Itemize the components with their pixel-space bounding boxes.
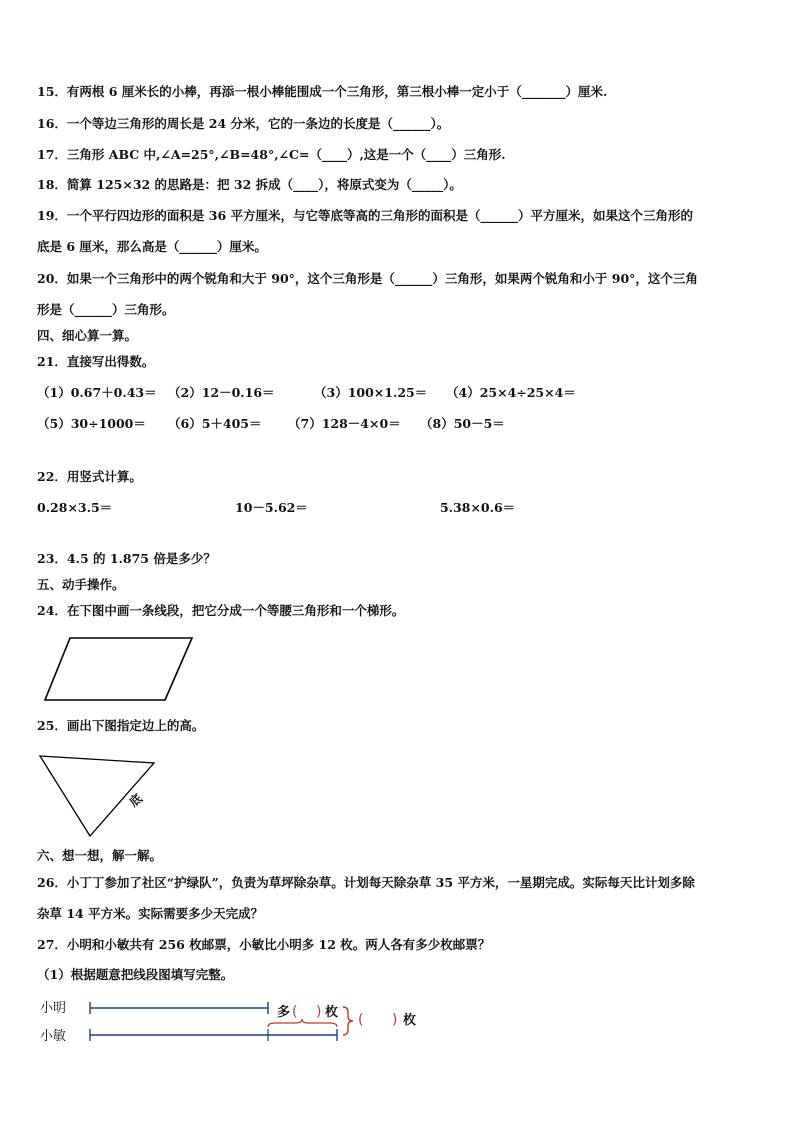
calc-item-8: （8）50－5＝: [420, 416, 505, 431]
question-16: 16．一个等边三角形的周长是 24 分米，它的一条边的长度是（______）。: [37, 116, 450, 131]
calc-item-1: （1）0.67＋0.43＝: [37, 385, 157, 400]
section-5-heading: 五、动手操作。: [37, 577, 125, 592]
vertical-calc-2: 10－5.62＝: [235, 500, 308, 515]
question-20-line2: 形是（______）三角形。: [37, 302, 175, 317]
calc-item-7: （7）128－4×0＝: [288, 416, 401, 431]
xiaoming-label: 小明: [40, 1001, 67, 1016]
calc-item-2: （2）12－0.16＝: [168, 385, 275, 400]
extra-paren-right: ): [316, 1004, 322, 1020]
question-27-part-1: （1）根据题意把线段图填写完整。: [37, 967, 234, 982]
total-brace: [343, 1007, 353, 1035]
xiaomin-label: 小敏: [40, 1029, 67, 1044]
question-22: 22．用竖式计算。: [37, 469, 142, 484]
question-17: 17．三角形 ABC 中,∠A=25°,∠B=48°,∠C=（____）,这是一个（____）三角形.: [37, 147, 506, 162]
vertical-calc-1: 0.28×3.5＝: [37, 500, 113, 515]
calc-item-3: （3）100×1.25＝: [314, 385, 428, 400]
question-19-line1: 19．一个平行四边形的面积是 36 平方厘米，与它等底等高的三角形的面积是（______）平方厘米，如果这个三角形的: [37, 208, 693, 223]
extra-label-duo: 多: [277, 1005, 291, 1020]
question-15: 15．有两根 6 厘米长的小棒，再添一根小棒能围成一个三角形，第三根小棒一定小于（_______）厘米.: [37, 84, 608, 99]
section-6-heading: 六、想一想，解一解。: [37, 848, 163, 863]
calc-item-6: （6）5＋405＝: [168, 416, 262, 431]
parallelogram-figure: [45, 638, 192, 700]
total-label-mei: 枚: [403, 1013, 417, 1028]
calc-item-5: （5）30÷1000＝: [37, 416, 146, 431]
question-21: 21．直接写出得数。: [37, 354, 155, 369]
extra-label-mei: 枚: [325, 1005, 339, 1020]
question-25: 25．画出下图指定边上的高。: [37, 718, 205, 733]
question-27: 27．小明和小敏共有 256 枚邮票，小敏比小明多 12 枚。两人各有多少枚邮票？: [37, 937, 491, 952]
question-18: 18．简算 125×32 的思路是：把 32 拆成（____），将原式变为（_____）。: [37, 177, 462, 192]
total-paren-right: ): [392, 1012, 398, 1028]
question-23: 23．4.5 的 1.875 倍是多少？: [37, 551, 216, 566]
question-19-line2: 底是 6 厘米，那么高是（______）厘米。: [37, 239, 267, 254]
question-26-line2: 杂草 14 平方米。实际需要多少天完成？: [37, 906, 264, 921]
question-26-line1: 26．小丁丁参加了社区“护绿队”，负责为草坪除杂草。计划每天除杂草 35 平方米，一星期完成。实际每天比计划多除: [37, 875, 695, 890]
calc-item-4: （4）25×4÷25×4＝: [446, 385, 576, 400]
vertical-calc-3: 5.38×0.6＝: [440, 500, 516, 515]
total-paren-left: (: [358, 1012, 364, 1028]
section-4-heading: 四、细心算一算。: [37, 328, 138, 343]
question-20-line1: 20．如果一个三角形中的两个锐角和大于 90°，这个三角形是（______）三角形，如果两个锐角和小于 90°，这个三角: [37, 271, 698, 286]
extra-paren-left: (: [292, 1004, 298, 1020]
base-label: 底: [126, 791, 145, 810]
question-24: 24．在下图中画一条线段，把它分成一个等腰三角形和一个梯形。: [37, 603, 405, 618]
